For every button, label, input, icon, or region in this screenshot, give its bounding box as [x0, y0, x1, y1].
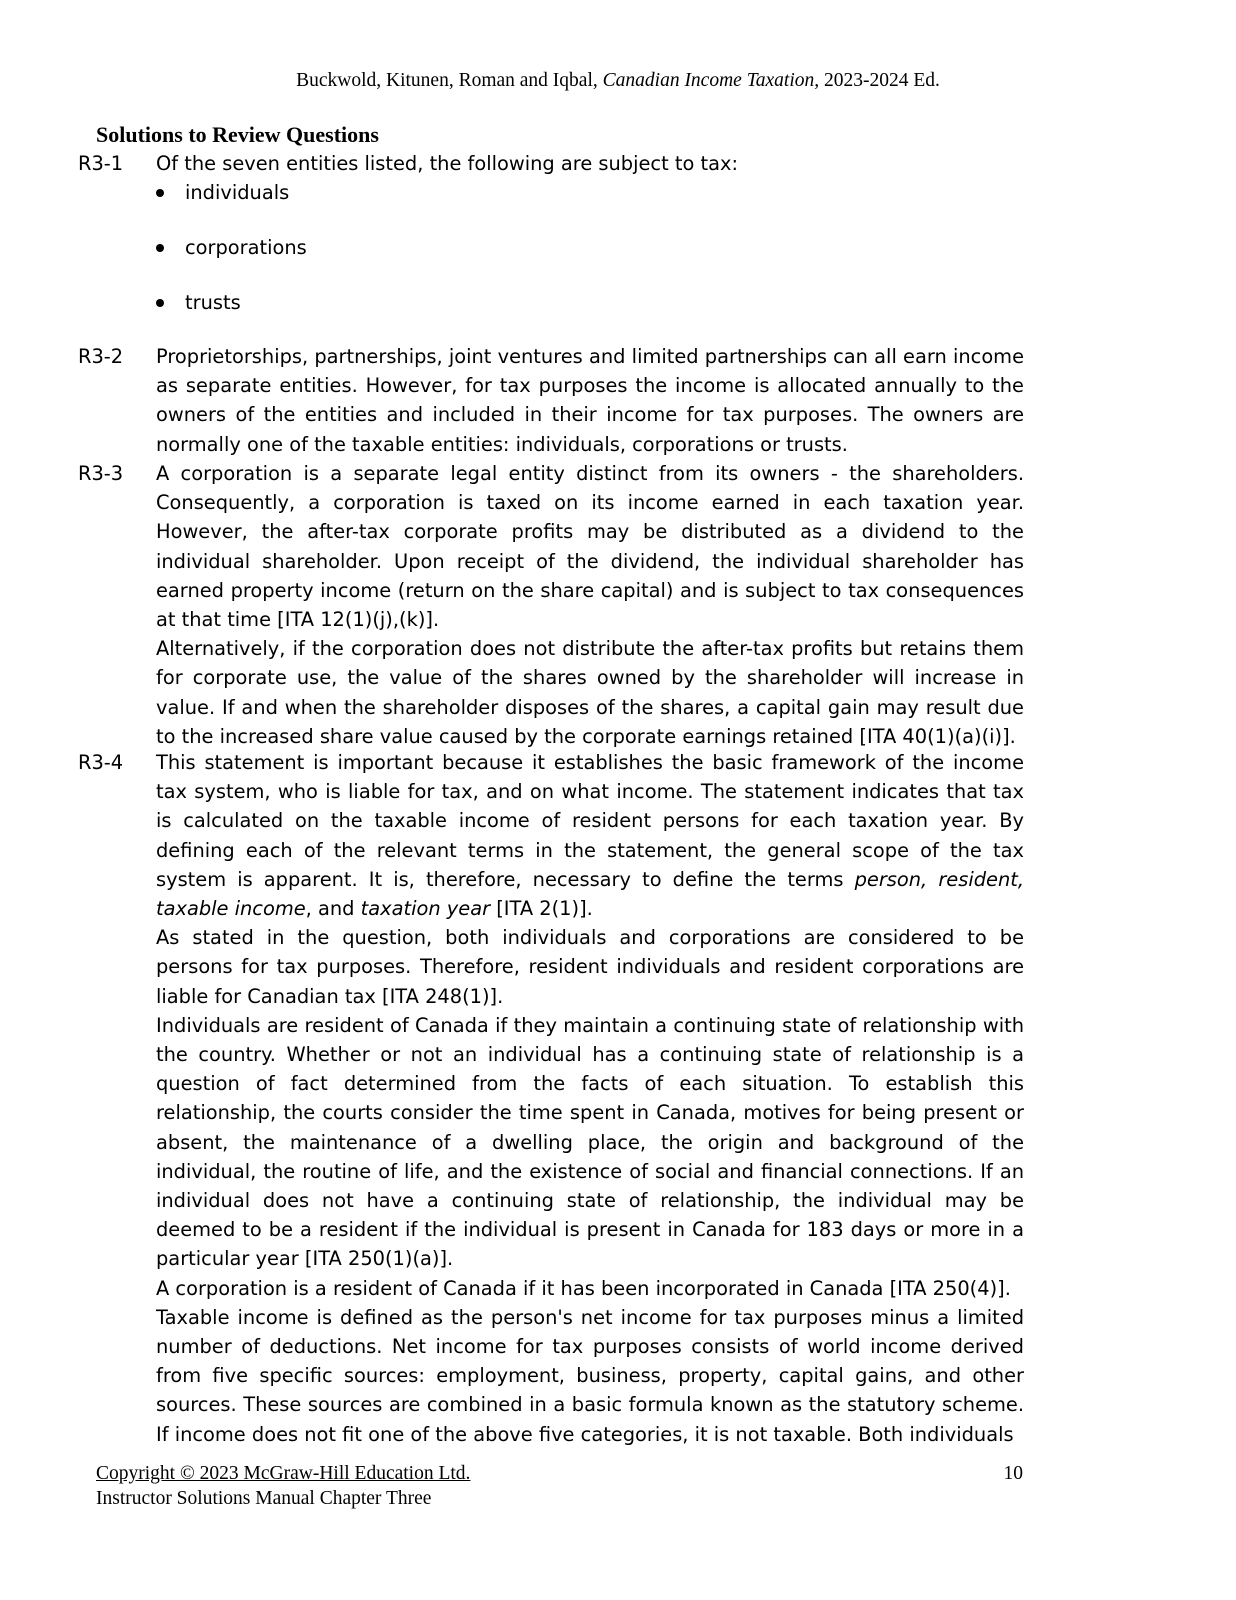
page-footer [96, 1461, 470, 1511]
page-number: 10 [1003, 1463, 1023, 1484]
question-r3-4 [78, 748, 1024, 1449]
answer-paragraph: A corporation is a separate legal entity distinct from its owners - the shareholders. Consequently, a corporation is taxed on its income earned in each taxation year. However, the after-tax corporate profits may be distributed as a dividend to the individual shareholder. Upon receipt of the dividend, the individual shareholder has earned property income (return on the share capital) and is subject to tax consequences at that time [ITA 12(1)(j),(k)]. [156, 462, 1024, 632]
list-item-text: trusts [185, 290, 241, 314]
defined-term: taxation year [360, 897, 491, 921]
question-r3-2 [78, 342, 1024, 459]
answer-intro: Of the seven entities listed, the following are subject to tax: [156, 152, 738, 175]
question-number: R3-4 [78, 751, 124, 774]
answer-paragraph: Individuals are resident of Canada if they maintain a continuing state of relationship with the country. Whether or not an individual has a continuing state of relationship is a question of fact determined from the facts of each situation. To establish this relationship, the courts consider the time spent in Canada, motives for being present or absent, the maintenance of a dwelling place, the origin and background of the individual, the routine of life, and the existence of social and financial connections. If an individual does not have a continuing state of relationship, the individual may be deemed to be a resident if the individual is present in Canada for 183 days or more in a particular year [ITA 250(1)(a)]. [156, 1013, 1024, 1271]
answer-paragraph [156, 748, 1024, 923]
question-answer [156, 342, 1024, 459]
section-title: Solutions to Review Questions [96, 122, 379, 147]
answer-paragraph: A corporation is a resident of Canada if it has been incorporated in Canada [ITA 250(4)]. [156, 1276, 1011, 1300]
list-item [156, 178, 1024, 207]
paragraph-text: [ITA 2(1)]. [490, 897, 593, 921]
list-item [156, 233, 1024, 262]
list-item-text: corporations [185, 235, 307, 259]
question-r3-1 [78, 149, 1024, 342]
bullet-icon [156, 299, 164, 307]
bullet-icon [156, 244, 164, 252]
question-answer [156, 748, 1024, 1449]
answer-paragraph: Alternatively, if the corporation does not distribute the after-tax profits but retains them for corporate use, the value of the shares owned by the shareholder will increase in value. If and when the shareholder disposes of the shares, a capital gain may result due to the increased share value caused by the corporate earnings retained [ITA 40(1)(a)(i)]. [156, 637, 1024, 748]
question-number: R3-3 [78, 462, 124, 485]
header-book-title: Canadian Income Taxation, [602, 70, 820, 91]
running-header [0, 70, 1236, 92]
question-r3-3 [78, 459, 1024, 751]
answer-paragraph: Taxable income is defined as the person's net income for tax purposes minus a limited number of deductions. Net income for tax purposes consists of world income derived from five specific sources: employment, business, property, capital gains, and other sources. These sources are combined in a basic formula known as the statutory scheme. If income does not fit one of the above five categories, it is not taxable. Both individuals [156, 1305, 1024, 1446]
answer-paragraph: As stated in the question, both individuals and corporations are considered to be persons for tax purposes. Therefore, resident individuals and resident corporations are liable for Canadian tax [ITA 248(1)]. [156, 926, 1024, 1008]
header-edition: 2023-2024 Ed. [819, 70, 940, 91]
taxable-entities-list [156, 178, 1024, 317]
question-number: R3-1 [78, 152, 124, 175]
defined-terms: person, resident, taxable income [156, 867, 1025, 921]
header-authors: Buckwold, Kitunen, Roman and Iqbal, [296, 70, 603, 91]
bullet-icon [156, 189, 164, 197]
paragraph-text: This statement is important because it establishes the basic framework of the income tax system, who is liable for tax, and on what income. The statement indicates that tax is calculated on the taxable income of resident persons for each taxation year. By defining each of the relevant terms in the statement, the general scope of the tax system is apparent. It is, therefore, necessary to define the terms [156, 751, 1024, 891]
question-number: R3-2 [78, 345, 124, 368]
paragraph-text: , and [305, 897, 361, 921]
manual-title: Instructor Solutions Manual Chapter Three [96, 1488, 432, 1509]
question-answer [156, 149, 1024, 317]
answer-paragraph: Proprietorships, partnerships, joint ventures and limited partnerships can all earn income as separate entities. However, for tax purposes the income is allocated annually to the owners of the entities and included in their income for tax purposes. The owners are normally one of the taxable entities: individuals, corporations or trusts. [156, 345, 1024, 456]
copyright-notice: Copyright © 2023 McGraw-Hill Education Ltd. [96, 1463, 471, 1484]
list-item-text: individuals [185, 181, 290, 205]
list-item [156, 288, 1024, 317]
question-answer [156, 459, 1024, 751]
